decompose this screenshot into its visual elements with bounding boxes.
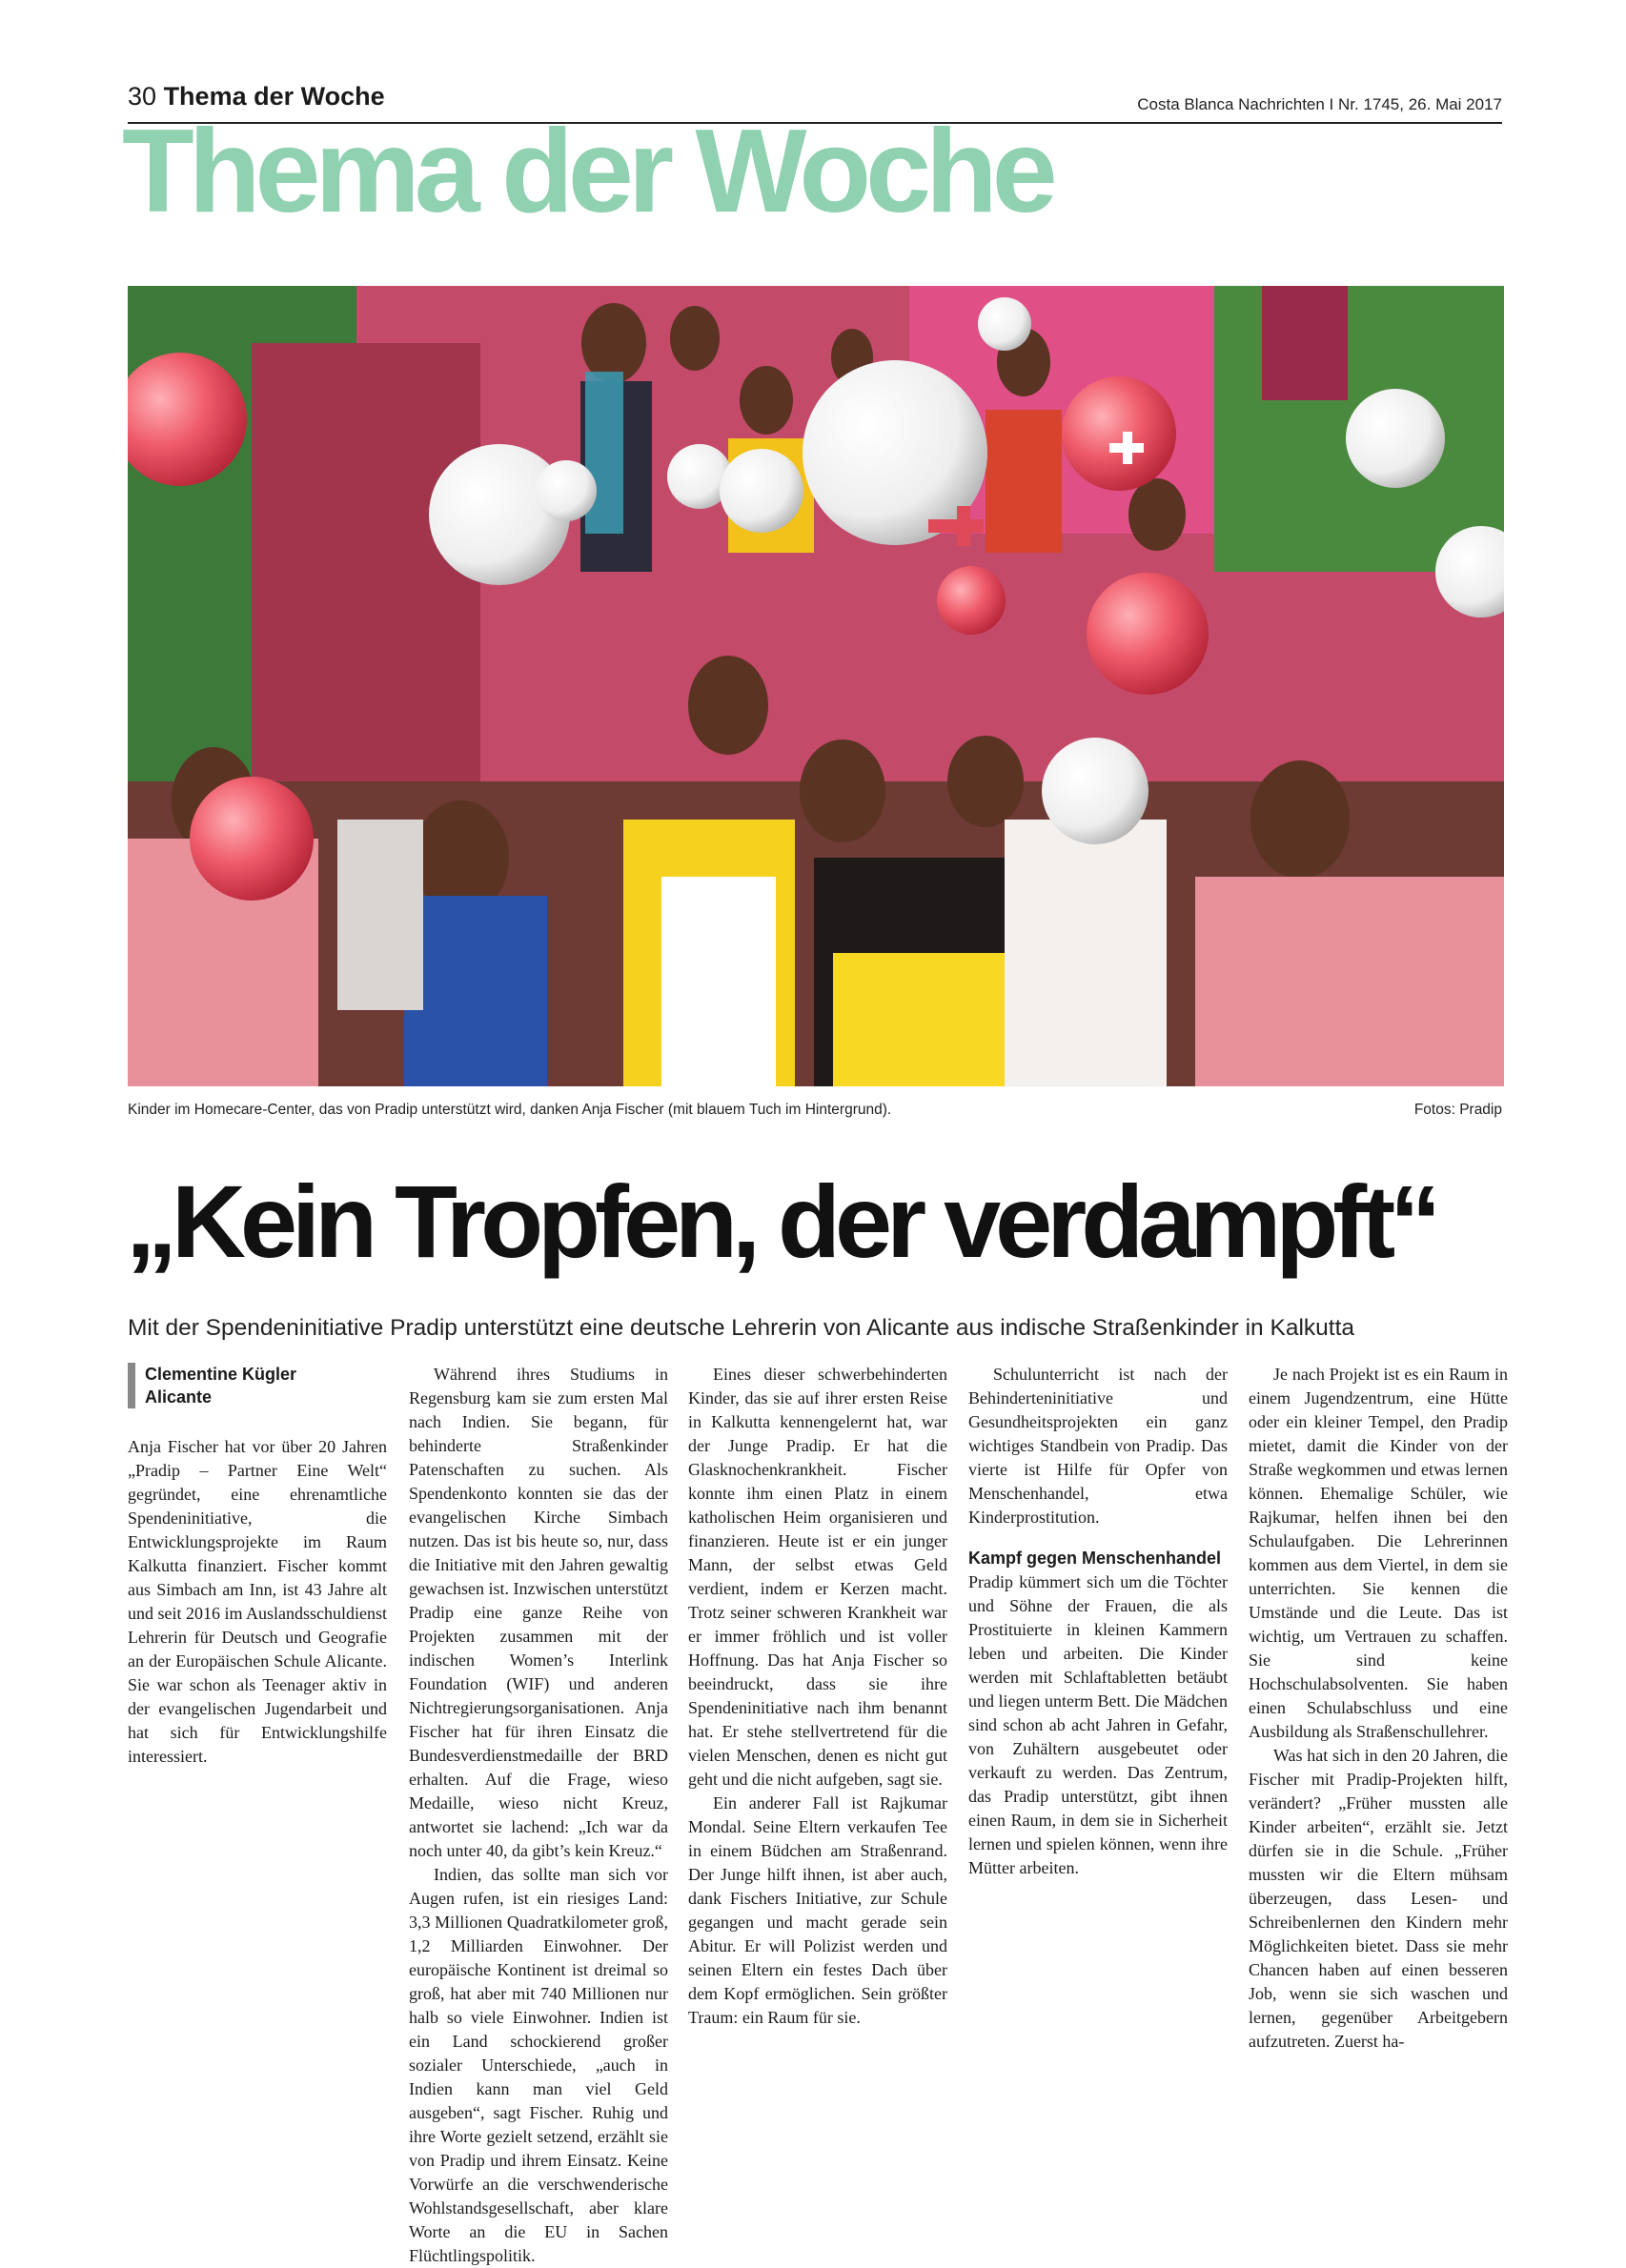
photo-caption: Kinder im Homecare-Center, das von Pradip unterstützt wird, danken Anja Fischer (mit blauem Tuch im Hintergrund).: [128, 1102, 892, 1118]
main-photo: [128, 286, 1504, 1086]
photo-credit: Fotos: Pradip: [1413, 1102, 1502, 1118]
paragraph: Pradip kümmert sich um die Töchter und Söhne der Frauen, die als Prostituierte in kleinen Kammern leben und arbeiten. Die Kinder werden mit Schlaftabletten betäubt und liegen unterm Bett. Die Mädchen sind schon ab acht Jahren in Gefahr, von Zuhältern ausgebeutet oder verkauft zu werden. Das Zentrum, das Pradip unterstützt, gibt ihnen einen Raum, in dem sie in Sicherheit lernen und spielen können, wenn ihre Mütter arbeiten.: [968, 1572, 1228, 1877]
paragraph: Was hat sich in den 20 Jahren, die Fischer mit Pradip-Projekten hilft, verändert? „Früher mussten alle Kinder arbeiten“, erzählt sie. Jetzt dürfen sie in die Schule. „Früher mussten wir die Eltern mühsam überzeugen, dass Lesen- und Schreibenlernen den Kindern mehr Möglichkeiten bietet. Dass sie mehr Chancen haben auf einen besseren Job, wenn sie sich waschen und lernen, gegenüber Arbeitgebern aufzutreten. Zuerst ha-: [1249, 1746, 1508, 2051]
article-column-5: [1249, 1363, 1508, 2054]
paragraph: Je nach Projekt ist es ein Raum in einem Jugendzentrum, eine Hütte oder ein kleiner Tempel, den Pradip mietet, damit die Kinder von der Straße wegkommen und etwas lernen können. Ehemalige Schüler, wie Rajkumar, helfen ihnen bei den Schulaufgaben. Die Lehrerinnen kommen aus dem Viertel, in dem sie unterrichten. Sie kennen die Umstände und die Leute. Das ist wichtig, um Vertrauen zu schaffen. Sie sind keine Hochschulabsolventen. Sie haben einen Schulabschluss und eine Ausbildung als Straßenschullehrer.: [1249, 1365, 1508, 1741]
article-column-3: [688, 1363, 947, 2030]
article-subheading: Kampf gegen Menschenhandel: [968, 1549, 1222, 1568]
article-subheadline: Mit der Spendeninitiative Pradip unterstützt eine deutsche Lehrerin von Alicante aus indische Straßenkinder in Kalkutta: [128, 1315, 1355, 1341]
paragraph: Schulunterricht ist nach der Behinderteninitiative und Gesundheitsprojekten ein ganz wichtiges Standbein von Pradip. Das vierte ist Hilfe für Opfer von Menschenhandel, etwa Kinderprostitution.: [968, 1365, 1228, 1527]
author-name: Clementine Kügler: [145, 1365, 297, 1384]
publication-info: Costa Blanca Nachrichten I Nr. 1745, 26. Mai 2017: [1137, 95, 1502, 113]
paragraph: Anja Fischer hat vor über 20 Jahren „Pradip – Partner Eine Welt“ gegründet, eine ehrenamtliche Spendeninitiative, die Entwicklungsprojekte im Raum Kalkutta finanziert. Fischer kommt aus Simbach am Inn, ist 43 Jahre alt und seit 2016 im Auslandsschuldienst Lehrerin für Deutsch und Geografie an der Europäischen Schule Alicante. Sie war schon als Teenager aktiv in der evangelischen Jugendarbeit und hat sich für Entwicklungshilfe interessiert.: [128, 1437, 387, 1766]
article-headline: „Kein Tropfen, der verdampft“: [126, 1164, 1436, 1279]
section-name: Thema der Woche: [163, 82, 385, 111]
paragraph: Ein anderer Fall ist Rajkumar Mondal. Seine Eltern verkaufen Tee in einem Büdchen am Straßenrand. Der Junge hilft ihnen, ist aber auch, dank Fischers Initiative, zur Schule gegangen und macht gerade sein Abitur. Er will Polizist werden und seinen Eltern ein festes Dach über dem Kopf ermöglichen. Sein größter Traum: ein Raum für sie.: [688, 1793, 947, 2027]
section-kicker: Thema der Woche: [122, 106, 1052, 237]
paragraph: Indien, das sollte man sich vor Augen rufen, ist ein riesiges Land: 3,3 Millionen Quadratkilometer groß, 1,2 Milliarden Einwohner. Der europäische Kontinent ist dreimal so groß, hat aber mit 740 Millionen nur halb so viele Einwohner. Indien ist ein Land schockierend großer sozialer Unterschiede, „auch in Indien kann man viel Geld ausgeben“, sagt Fischer. Ruhig und ihre Worte gezielt setzend, erzählt sie von Pradip und ihrem Einsatz. Keine Vorwürfe an die verschwenderische Wohlstandsgesellschaft, aber klare Worte an die EU in Sachen Flüchtlingspolitik.: [409, 1865, 668, 2265]
page-number: 30: [128, 82, 157, 111]
paragraph: Während ihres Studiums in Regensburg kam sie zum ersten Mal nach Indien. Sie begann, für behinderte Straßenkinder Patenschaften zu suchen. Als Spendenkonto konnten sie das der evangelischen Kirche Simbach nutzen. Das ist bis heute so, nur, dass die Initiative mit den Jahren gewaltig gewachsen ist. Inzwischen unterstützt Pradip eine ganze Reihe von Projekten zusammen mit der indischen Women’s Interlink Foundation (WIF) und anderen Nichtregierungsorganisationen. Anja Fischer hat für ihren Einsatz die Bundesverdienstmedaille der BRD erhalten. Auf die Frage, wieso Medaille, wieso nicht Kreuz, antwortet sie lachend: „Ich war da noch unter 40, da gibt’s kein Kreuz.“: [409, 1365, 668, 1860]
byline: [128, 1363, 387, 1408]
paragraph: Eines dieser schwerbehinderten Kinder, das sie auf ihrer ersten Reise in Kalkutta kennengelernt hat, war der Junge Pradip. Er hat die Glasknochenkrankheit. Fischer konnte ihm einen Platz in einem katholischen Heim organisieren und finanzieren. Heute ist er ein junger Mann, der selbst etwas Geld verdient, indem er Kerzen macht. Trotz seiner schweren Krankheit war er immer fröhlich und ist voller Hoffnung. Das hat Anja Fischer so beeindruckt, dass sie ihre Spendeninitiative nach ihm benannt hat. Er stehe stellvertretend für die vielen Menschen, denen es nicht gut geht und die nicht aufgeben, sagt sie.: [688, 1365, 947, 1789]
author-location: Alicante: [145, 1387, 213, 1407]
article-column-4: [968, 1363, 1228, 1880]
article-column-1: [128, 1363, 387, 1769]
article-column-2: [409, 1363, 668, 2268]
